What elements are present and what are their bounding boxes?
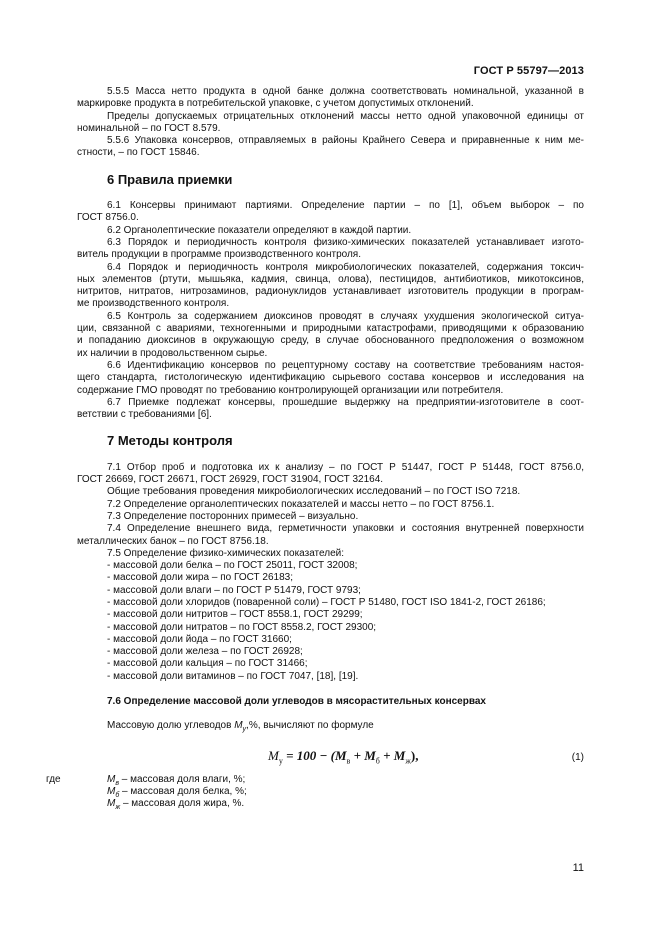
paragraph-line: 6.6 Идентификацию консервов по рецептурному составу на соответствие требованиям настоя- [107, 359, 584, 371]
top-paragraphs [77, 86, 584, 160]
formula-term3-sub: ж [405, 756, 411, 766]
paragraph-line: номинальной – по ГОСТ 8.579. [77, 122, 221, 134]
formula-term1-sub: в [346, 756, 351, 766]
intro-prefix: Массовую долю углеводов [107, 720, 235, 732]
list-item: - массовой доли витаминов – по ГОСТ 7047, [18], [19]. [107, 670, 359, 682]
section-7-body [77, 462, 584, 560]
formula-lhs: M [268, 747, 279, 763]
formula-close: ), [410, 747, 419, 763]
formula-plus2: + M [379, 747, 406, 763]
variable-definition [46, 773, 584, 787]
variable-description: – массовая доля жира, %. [120, 798, 245, 810]
variable-symbol: M [107, 798, 116, 810]
paragraph-line: 6.2 Органолептические показатели определяют в каждой партии. [107, 224, 412, 236]
paragraph-line: 6.4 Порядок и периодичность контроля микробиологических показателей, содержания токсич- [107, 261, 584, 273]
intro-suffix: ,%, вычисляют по формуле [246, 720, 374, 732]
page-content [46, 86, 584, 812]
paragraph-line: 7.2 Определение органолептических показателей и массы нетто – по ГОСТ 8756.1. [107, 498, 495, 510]
paragraph-line: витель продукции в программе производственного контроля. [77, 249, 361, 261]
variable-description: – массовая доля влаги, %; [119, 773, 246, 785]
paragraph-line: 5.5.5 Масса нетто продукта в одной банке должна соответствовать номинальной, указанной в [107, 86, 584, 97]
formula-rhs: = 100 − (M [286, 747, 347, 763]
paragraph-line: 7.5 Определение физико-химических показателей: [107, 547, 345, 559]
variable-definition [77, 798, 584, 810]
list-item: - массовой доли нитратов – по ГОСТ 8558.2, ГОСТ 29300; [107, 621, 377, 633]
paragraph-line: 6.7 Приемке подлежат консервы, прошедшие выдержку на предприятии-изготовителе в соот- [107, 396, 584, 408]
variable-symbol: M [107, 785, 116, 797]
paragraph-line: ме производственного контроля. [77, 298, 230, 310]
formula-variables [46, 773, 584, 812]
formula-intro [77, 720, 584, 736]
page-number: 11 [572, 862, 584, 874]
paragraph-line: 7.3 Определение посторонних примесей – визуально. [107, 510, 359, 522]
paragraph-line: ных элементов (ртути, мышьяка, кадмия, свинца, олова), пестицидов, антибиотиков, микотоксинов, [77, 273, 584, 285]
paragraph-line: металлических банок – по ГОСТ 8756.18. [77, 535, 269, 547]
section-7-title: 7 Методы контроля [107, 433, 233, 449]
paragraph-line: Пределы допускаемых отрицательных отклонений массы нетто одной упаковочной единицы от [107, 110, 584, 122]
paragraph-line: 7.4 Определение внешнего вида, герметичности упаковки и состояния внутренней поверхности [107, 523, 584, 535]
variable-symbol: M [107, 773, 116, 785]
paragraph-line: стности, – по ГОСТ 15846. [77, 147, 200, 159]
paragraph-line: Общие требования проведения микробиологических исследований – по ГОСТ ISO 7218. [107, 486, 521, 498]
paragraph-line: 7.1 Отбор проб и подготовка их к анализу – по ГОСТ Р 51447, ГОСТ Р 51448, ГОСТ 8756.0, [107, 461, 584, 473]
paragraph-line: ветствии с требованиями [6]. [77, 409, 212, 421]
standard-code-header: ГОСТ Р 55797—2013 [473, 65, 584, 77]
paragraph-line: и попаданию диоксинов в окружающую среду, в случае обоснованного предположения о возможном [77, 335, 584, 347]
carbohydrate-formula [268, 747, 419, 768]
variable-definition [77, 786, 584, 798]
list-item: - массовой доли влаги – по ГОСТ Р 51479, ГОСТ 9793; [107, 584, 361, 596]
paragraph-line: ГОСТ 26669, ГОСТ 26671, ГОСТ 26929, ГОСТ 31904, ГОСТ 32164. [77, 474, 384, 486]
paragraph-line: ции, связанной с авариями, техногенными и природными катастрофами, приводящими к образованию [77, 323, 584, 335]
paragraph-line: их наличии в продовольственном сырье. [77, 347, 268, 359]
list-item: - массовой доли железа – по ГОСТ 26928; [107, 646, 303, 658]
physico-chemical-methods-list [77, 560, 584, 683]
paragraph-line: маркировке продукта в потребительской упаковке, с учетом допустимых отклонений. [77, 98, 474, 110]
list-item: - массовой доли кальция – по ГОСТ 31466; [107, 658, 308, 670]
list-item: - массовой доли белка – по ГОСТ 25011, ГОСТ 32008; [107, 560, 358, 572]
formula-row [77, 746, 584, 772]
list-item: - массовой доли хлоридов (поваренной соли) – ГОСТ Р 51480, ГОСТ ISO 1841-2, ГОСТ 26186; [107, 596, 546, 608]
paragraph-line: 6.5 Контроль за содержанием диоксинов проводят в случаях ухудшения экологической ситуа- [107, 310, 584, 322]
subsection-7-6-title: 7.6 Определение массовой доли углеводов в мясорастительных консервах [107, 696, 486, 708]
list-item: - массовой доли жира – по ГОСТ 26183; [107, 572, 293, 584]
paragraph-line: 6.3 Порядок и периодичность контроля физико-химических показателей устанавливает изгото- [107, 236, 584, 248]
paragraph-line: содержание ГМО проводят по требованию контролирующей организации или потребителя. [77, 384, 504, 396]
list-item: - массовой доли йода – по ГОСТ 31660; [107, 633, 292, 645]
paragraph-line: нитритов, нитратов, нитрозаминов, радионуклидов устанавливает изготовитель продукции в програм- [77, 286, 584, 298]
paragraph-line: 5.5.6 Упаковка консервов, отправляемых в районы Крайнего Севера и приравненные к ним ме- [107, 135, 584, 147]
variable-description: – массовая доля белка, %; [119, 785, 247, 797]
section-6-body [77, 200, 584, 421]
intro-sub: у [242, 726, 247, 734]
section-6-title: 6 Правила приемки [107, 171, 233, 187]
variable-subscript: ж [115, 804, 121, 812]
list-item: - массовой доли нитритов – ГОСТ 8558.1, ГОСТ 29299; [107, 609, 363, 621]
formula-number: (1) [571, 751, 584, 763]
paragraph-line: 6.1 Консервы принимают партиями. Определение партии – по [1], объем выборок – по [107, 200, 584, 212]
variable-text [107, 798, 244, 814]
paragraph-line: ГОСТ 8756.0. [77, 212, 139, 224]
formula-plus1: + M [350, 747, 376, 763]
variable-subscript: в [115, 779, 119, 787]
paragraph-line: щего стандарта, гистологическую идентификацию сырьевого состава консервов и исследования на [77, 372, 584, 384]
formula-term2-sub: б [375, 756, 380, 766]
intro-var: M [234, 720, 243, 732]
where-label: где [46, 773, 61, 785]
formula-lhs-sub: у [278, 756, 283, 766]
variable-subscript: б [115, 791, 120, 799]
